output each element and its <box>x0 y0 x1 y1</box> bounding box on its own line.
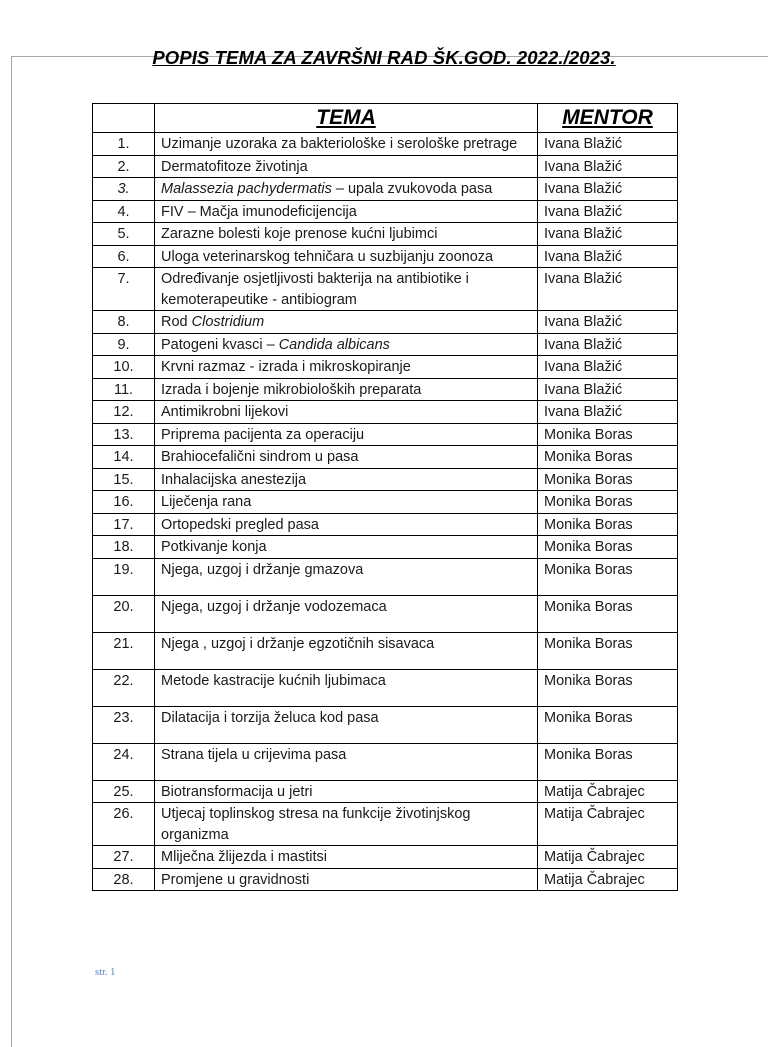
row-topic: Izrada i bojenje mikrobioloških preparata <box>155 378 538 401</box>
table-row <box>93 311 678 334</box>
row-number: 24. <box>93 743 155 780</box>
row-number: 12. <box>93 401 155 424</box>
row-number: 17. <box>93 513 155 536</box>
row-mentor: Ivana Blažić <box>538 245 678 268</box>
row-topic: Mliječna žlijezda i mastitsi <box>155 846 538 869</box>
table-row <box>93 423 678 446</box>
row-number: 21. <box>93 632 155 669</box>
table-row <box>93 468 678 491</box>
row-number: 5. <box>93 223 155 246</box>
table-row <box>93 595 678 632</box>
header-mentor: MENTOR <box>538 104 678 133</box>
table-row <box>93 200 678 223</box>
row-topic: Biotransformacija u jetri <box>155 780 538 803</box>
row-topic: Patogeni kvasci – Candida albicans <box>155 333 538 356</box>
row-number: 26. <box>93 803 155 846</box>
row-mentor: Monika Boras <box>538 513 678 536</box>
row-mentor: Ivana Blažić <box>538 200 678 223</box>
row-topic: Malassezia pachydermatis – upala zvukovoda pasa <box>155 178 538 201</box>
row-mentor: Monika Boras <box>538 558 678 595</box>
row-topic: FIV – Mačja imunodeficijencija <box>155 200 538 223</box>
row-topic: Brahiocefalični sindrom u pasa <box>155 446 538 469</box>
row-number: 18. <box>93 536 155 559</box>
row-topic: Njega , uzgoj i držanje egzotičnih sisavaca <box>155 632 538 669</box>
header-number <box>93 104 155 133</box>
row-number: 7. <box>93 268 155 311</box>
row-number: 25. <box>93 780 155 803</box>
table-row <box>93 155 678 178</box>
row-mentor: Monika Boras <box>538 536 678 559</box>
row-number: 22. <box>93 669 155 706</box>
row-topic: Priprema pacijenta za operaciju <box>155 423 538 446</box>
row-mentor: Monika Boras <box>538 632 678 669</box>
row-mentor: Ivana Blažić <box>538 223 678 246</box>
row-mentor: Ivana Blažić <box>538 133 678 156</box>
table-header-row <box>93 104 678 133</box>
table-row <box>93 706 678 743</box>
row-topic: Antimikrobni lijekovi <box>155 401 538 424</box>
row-number: 23. <box>93 706 155 743</box>
row-mentor: Ivana Blažić <box>538 401 678 424</box>
row-topic: Ortopedski pregled pasa <box>155 513 538 536</box>
row-topic: Inhalacijska anestezija <box>155 468 538 491</box>
row-mentor: Matija Čabrajec <box>538 868 678 891</box>
row-mentor: Ivana Blažić <box>538 356 678 379</box>
row-topic: Krvni razmaz - izrada i mikroskopiranje <box>155 356 538 379</box>
row-mentor: Ivana Blažić <box>538 155 678 178</box>
row-topic: Strana tijela u crijevima pasa <box>155 743 538 780</box>
row-mentor: Monika Boras <box>538 446 678 469</box>
row-topic: Dermatofitoze životinja <box>155 155 538 178</box>
row-number: 27. <box>93 846 155 869</box>
table-row <box>93 178 678 201</box>
table-row <box>93 669 678 706</box>
row-topic: Njega, uzgoj i držanje gmazova <box>155 558 538 595</box>
row-number: 3. <box>93 178 155 201</box>
row-topic: Promjene u gravidnosti <box>155 868 538 891</box>
row-number: 1. <box>93 133 155 156</box>
row-topic: Dilatacija i torzija želuca kod pasa <box>155 706 538 743</box>
row-topic: Rod Clostridium <box>155 311 538 334</box>
document-title: POPIS TEMA ZA ZAVRŠNI RAD ŠK.GOD. 2022./2023. <box>152 47 616 68</box>
row-mentor: Monika Boras <box>538 706 678 743</box>
topics-table <box>92 103 678 891</box>
row-mentor: Ivana Blažić <box>538 268 678 311</box>
row-mentor: Matija Čabrajec <box>538 803 678 846</box>
row-mentor: Monika Boras <box>538 595 678 632</box>
row-mentor: Ivana Blažić <box>538 311 678 334</box>
row-mentor: Ivana Blažić <box>538 178 678 201</box>
table-row <box>93 378 678 401</box>
table-row <box>93 223 678 246</box>
row-mentor: Ivana Blažić <box>538 333 678 356</box>
table-row <box>93 356 678 379</box>
row-number: 28. <box>93 868 155 891</box>
table-row <box>93 401 678 424</box>
row-number: 13. <box>93 423 155 446</box>
row-number: 4. <box>93 200 155 223</box>
row-number: 11. <box>93 378 155 401</box>
table-row <box>93 446 678 469</box>
row-topic: Uzimanje uzoraka za bakteriološke i serološke pretrage <box>155 133 538 156</box>
row-topic: Potkivanje konja <box>155 536 538 559</box>
row-topic: Njega, uzgoj i držanje vodozemaca <box>155 595 538 632</box>
table-row <box>93 743 678 780</box>
row-mentor: Monika Boras <box>538 468 678 491</box>
row-topic: Zarazne bolesti koje prenose kućni ljubimci <box>155 223 538 246</box>
row-number: 2. <box>93 155 155 178</box>
row-number: 20. <box>93 595 155 632</box>
table-row <box>93 780 678 803</box>
table-row <box>93 133 678 156</box>
table-body <box>93 133 678 891</box>
table-row <box>93 803 678 846</box>
table-row <box>93 536 678 559</box>
table-row <box>93 513 678 536</box>
row-mentor: Matija Čabrajec <box>538 780 678 803</box>
row-topic: Uloga veterinarskog tehničara u suzbijanju zoonoza <box>155 245 538 268</box>
table-row <box>93 632 678 669</box>
row-number: 15. <box>93 468 155 491</box>
row-mentor: Matija Čabrajec <box>538 846 678 869</box>
row-mentor: Monika Boras <box>538 669 678 706</box>
row-topic: Liječenja rana <box>155 491 538 514</box>
row-mentor: Ivana Blažić <box>538 378 678 401</box>
row-mentor: Monika Boras <box>538 491 678 514</box>
row-number: 19. <box>93 558 155 595</box>
row-number: 6. <box>93 245 155 268</box>
row-topic: Metode kastracije kućnih ljubimaca <box>155 669 538 706</box>
row-number: 8. <box>93 311 155 334</box>
row-number: 10. <box>93 356 155 379</box>
row-topic: Određivanje osjetljivosti bakterija na antibiotike i kemoterapeutike - antibiogram <box>155 268 538 311</box>
header-topic: TEMA <box>155 104 538 133</box>
table-row <box>93 868 678 891</box>
row-number: 9. <box>93 333 155 356</box>
row-topic: Utjecaj toplinskog stresa na funkcije životinjskog organizma <box>155 803 538 846</box>
row-number: 14. <box>93 446 155 469</box>
row-mentor: Monika Boras <box>538 423 678 446</box>
table-row <box>93 558 678 595</box>
table-row <box>93 268 678 311</box>
page-number: str. 1 <box>95 967 116 978</box>
table-row <box>93 491 678 514</box>
row-mentor: Monika Boras <box>538 743 678 780</box>
row-number: 16. <box>93 491 155 514</box>
table-row <box>93 245 678 268</box>
table-row <box>93 846 678 869</box>
table-row <box>93 333 678 356</box>
